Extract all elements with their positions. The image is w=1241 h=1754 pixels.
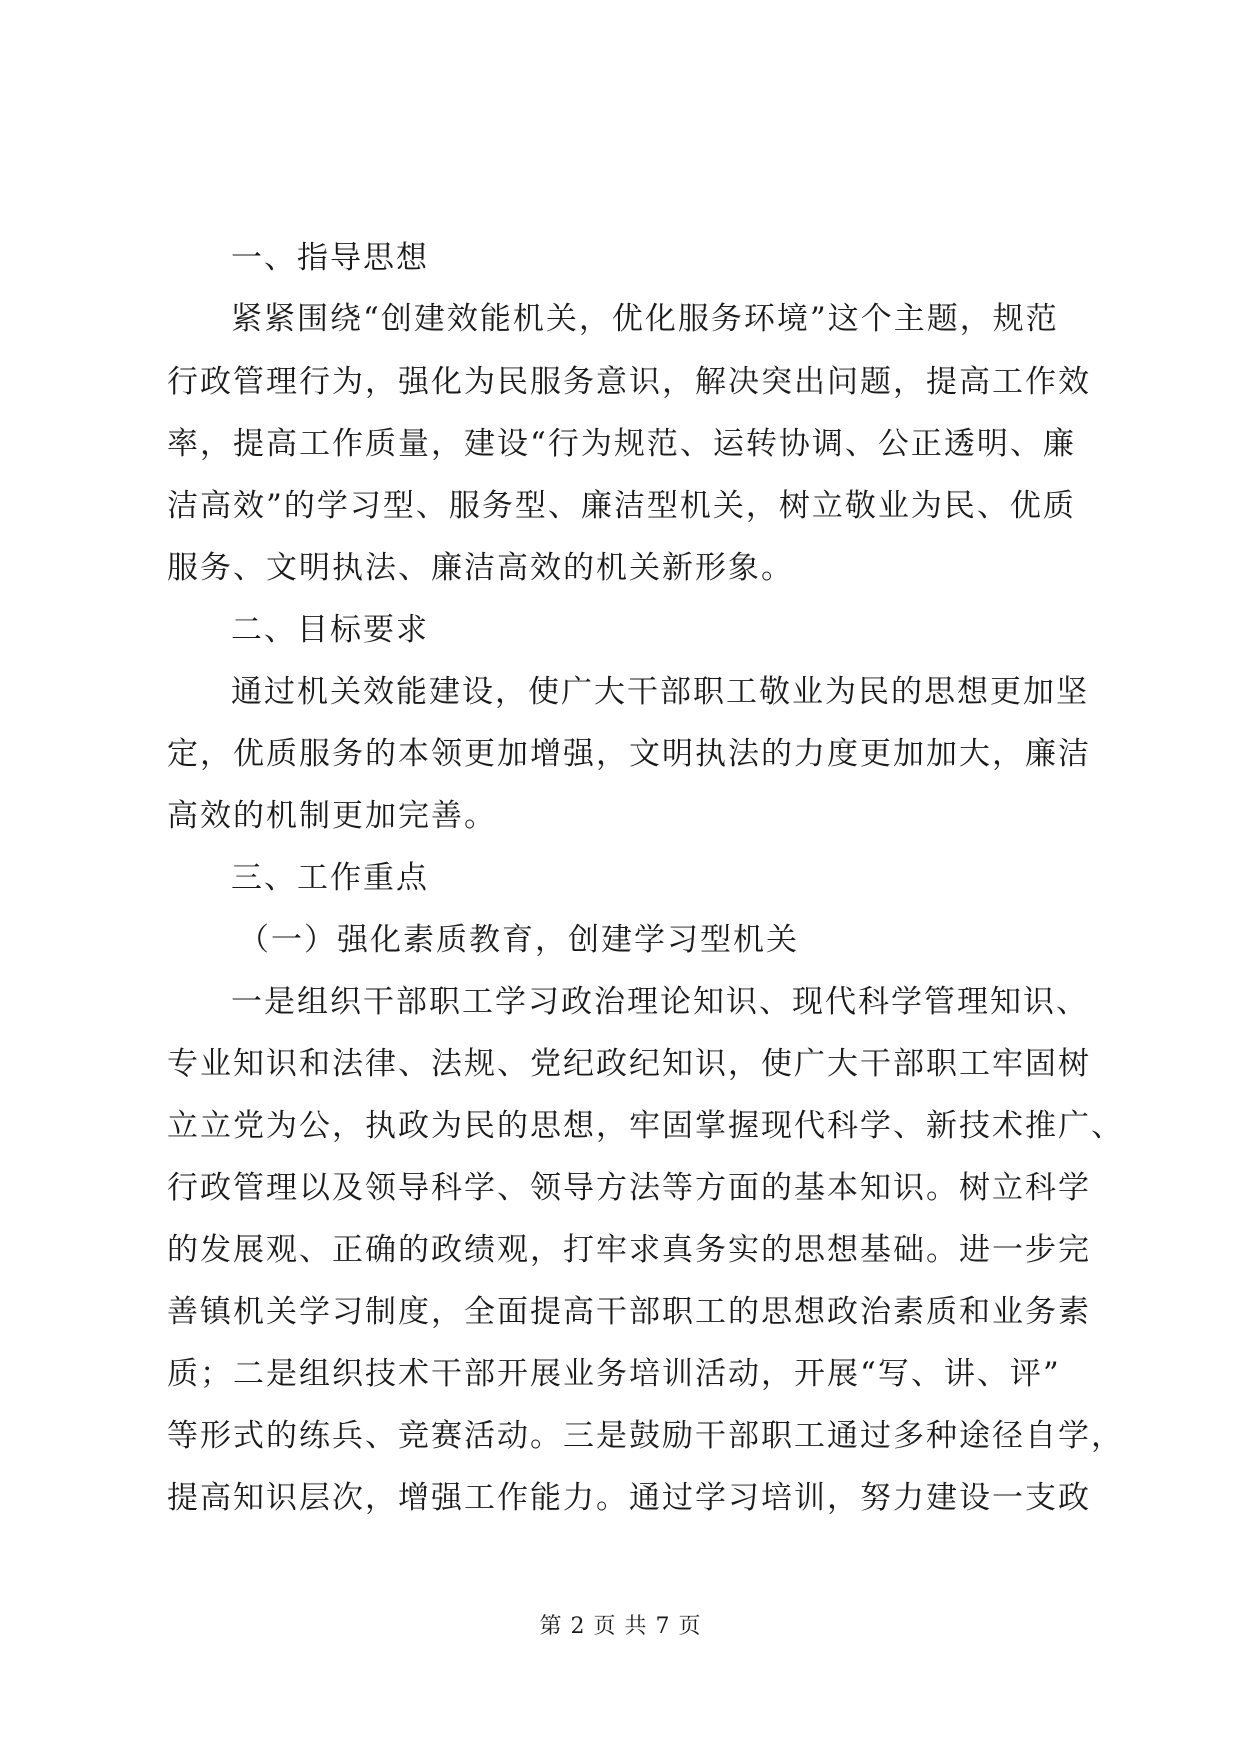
- paragraph-line: 提高知识层次，增强工作能力。通过学习培训，努力建设一支政: [167, 1480, 1091, 1516]
- subheading-quality-education: （一）强化素质教育，创建学习型机关: [238, 922, 799, 958]
- paragraph-line: 善镇机关学习制度，全面提高干部职工的思想政治素质和业务素: [167, 1294, 1091, 1330]
- paragraph-line: 定，优质服务的本领更加增强，文明执法的力度更加加大，廉洁: [167, 736, 1091, 772]
- paragraph-line: 行政管理行为，强化为民服务意识，解决突出问题，提高工作效: [167, 364, 1091, 400]
- paragraph-line: 服务、文明执法、廉洁高效的机关新形象。: [167, 550, 794, 586]
- heading-guiding-ideology: 一、指导思想: [231, 240, 429, 276]
- paragraph-line: 的发展观、正确的政绩观，打牢求真务实的思想基础。进一步完: [167, 1232, 1091, 1268]
- heading-goals: 二、目标要求: [231, 612, 429, 648]
- paragraph-line: 等形式的练兵、竞赛活动。三是鼓励干部职工通过多种途径自学，: [167, 1418, 1124, 1454]
- paragraph-line: 行政管理以及领导科学、领导方法等方面的基本知识。树立科学: [167, 1170, 1091, 1206]
- paragraph-line: 专业知识和法律、法规、党纪政纪知识，使广大干部职工牢固树: [167, 1046, 1091, 1082]
- paragraph-line: 质；二是组织技术干部开展业务培训活动，开展“写、讲、评”: [167, 1356, 1061, 1392]
- paragraph-line: 立立党为公，执政为民的思想，牢固掌握现代科学、新技术推广、: [167, 1108, 1124, 1144]
- paragraph-line: 通过机关效能建设，使广大干部职工敬业为民的思想更加坚: [231, 674, 1089, 710]
- paragraph-line: 紧紧围绕“创建效能机关，优化服务环境”这个主题，规范: [231, 301, 1059, 337]
- paragraph-line: 高效的机制更加完善。: [167, 798, 497, 834]
- page-number-footer: 第 2 页 共 7 页: [539, 1614, 702, 1639]
- paragraph-line: 一是组织干部职工学习政治理论知识、现代科学管理知识、: [231, 984, 1089, 1020]
- paragraph-line: 洁高效”的学习型、服务型、廉洁型机关，树立敬业为民、优质: [167, 488, 1076, 524]
- heading-work-focus: 三、工作重点: [231, 860, 429, 896]
- paragraph-line: 率，提高工作质量，建设“行为规范、运转协调、公正透明、廉: [167, 426, 1076, 462]
